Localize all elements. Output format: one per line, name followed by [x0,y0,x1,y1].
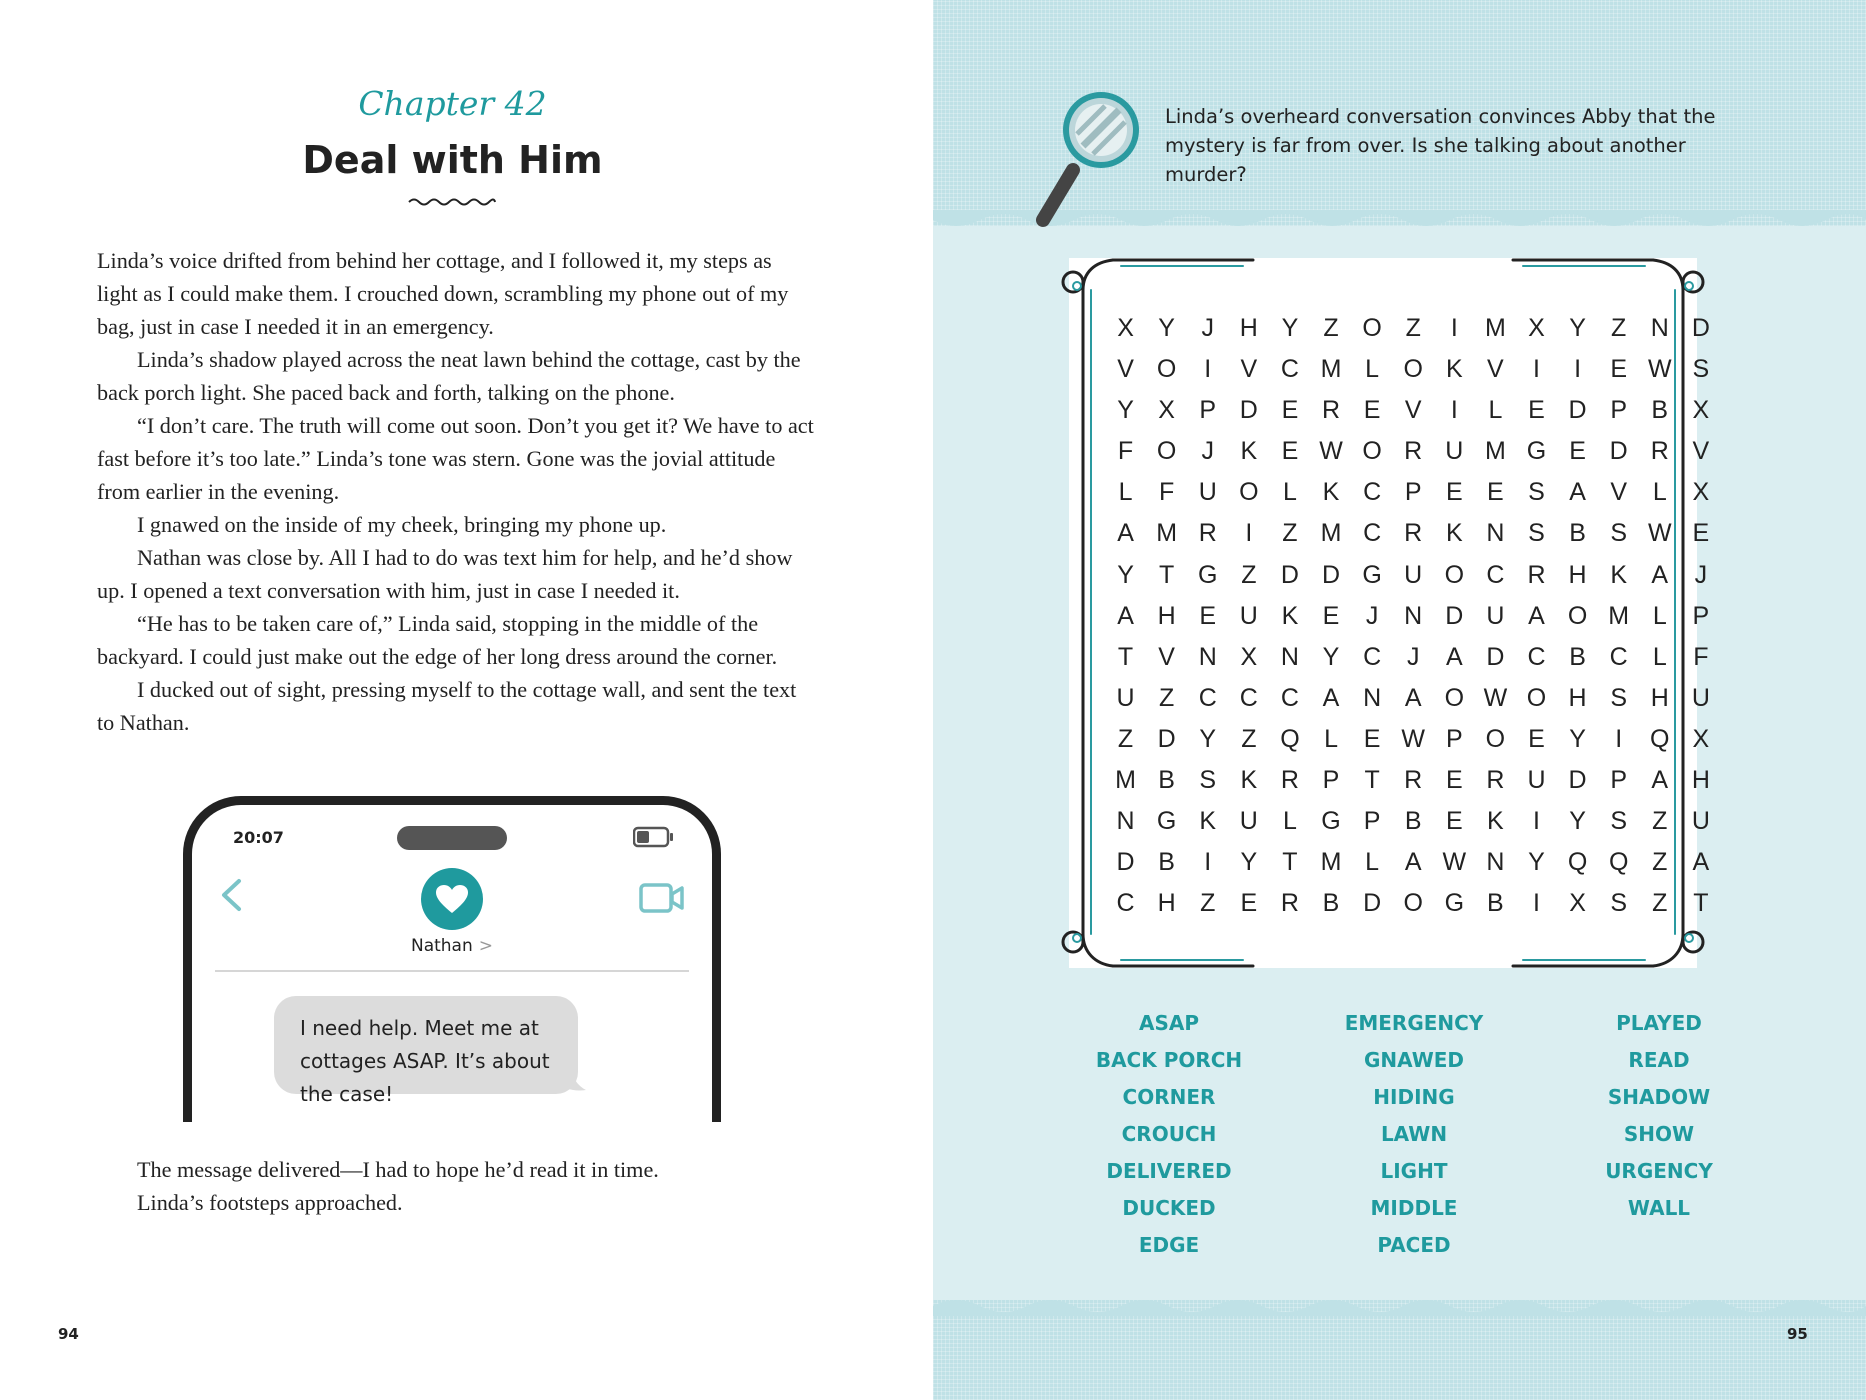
magnifying-glass-icon [1033,86,1153,234]
word-list-item: SHOW [1623,1122,1695,1146]
grid-letter[interactable]: B [1404,807,1422,836]
grid-letter[interactable]: X [1117,314,1134,342]
paragraph: I ducked out of sight, pressing myself to the cottage wall, and sent the text to Nathan. [97,677,797,735]
grid-letter[interactable]: N [1486,848,1505,877]
grid-letter[interactable]: G [1526,437,1547,466]
grid-letter[interactable]: C [1363,478,1382,507]
grid-letter[interactable]: H [1691,766,1710,795]
grid-letter[interactable]: U [1486,601,1505,630]
grid-letter[interactable]: S [1692,355,1710,384]
contact-name[interactable] [183,936,721,956]
grid-letter[interactable]: A [1117,519,1134,548]
grid-letter[interactable]: V [1404,396,1422,425]
grid-letter[interactable]: O [1526,683,1547,712]
grid-letter[interactable]: W [1647,519,1672,548]
grid-letter[interactable]: U [1691,683,1710,712]
grid-letter[interactable]: V [1610,478,1628,507]
grid-row [1105,801,1721,842]
grid-letter[interactable]: Y [1117,396,1134,425]
grid-letter[interactable]: Z [1241,560,1257,589]
grid-letter[interactable]: N [1198,642,1217,671]
grid-letter[interactable]: O [1444,683,1465,712]
grid-letter[interactable]: Y [1199,724,1217,753]
grid-letter[interactable]: I [1204,848,1212,877]
grid-letter[interactable]: E [1445,807,1463,836]
grid-letter[interactable]: D [1445,601,1464,630]
grid-letter[interactable]: A [1569,478,1586,507]
squiggle-divider [407,196,497,208]
grid-letter[interactable]: K [1322,478,1340,507]
grid-letter[interactable]: E [1363,396,1381,425]
grid-letter[interactable]: X [1528,314,1545,342]
grid-letter[interactable]: R [1404,519,1423,548]
grid-letter[interactable]: F [1117,437,1134,466]
grid-letter[interactable]: L [1118,478,1133,507]
grid-letter[interactable]: D [1568,766,1587,795]
grid-letter[interactable]: U [1198,478,1217,507]
grid-row [1105,308,1721,349]
grid-letter[interactable]: R [1527,560,1546,589]
grid-letter[interactable]: L [1324,724,1338,753]
grid-letter[interactable]: Y [1569,724,1586,753]
grid-letter[interactable]: S [1199,766,1217,795]
grid-letter[interactable]: U [1239,807,1258,836]
grid-letter[interactable]: A [1404,848,1422,877]
grid-letter[interactable]: R [1404,437,1423,466]
grid-letter[interactable]: H [1650,683,1669,712]
grid-letter[interactable]: G [1321,807,1341,836]
grid-letter[interactable]: W [1442,848,1467,877]
grid-letter[interactable]: E [1281,396,1299,425]
chevron-right-icon: > [478,936,494,956]
back-arrow-icon[interactable] [219,878,243,912]
grid-letter[interactable]: M [1320,848,1342,877]
grid-letter[interactable]: X [1692,396,1710,425]
paragraph: Linda’s voice drifted from behind her cottage, and I followed it, my steps as light as I could make them. I crouched down, scrambling my phone out of my bag, just in case I needed it in an emergency. [97,248,789,339]
grid-letter[interactable]: Y [1569,314,1586,342]
paragraph: Linda’s shadow played across the neat lawn behind the cottage, cast by the back porch light. She paced back and forth, talking on the phone. [97,347,801,405]
word-list-item: HIDING [1373,1085,1455,1109]
grid-letter[interactable]: J [1365,601,1379,630]
grid-letter[interactable]: N [1650,314,1669,342]
grid-letter[interactable]: H [1157,601,1176,630]
grid-letter[interactable]: R [1404,766,1423,795]
grid-letter[interactable]: Z [1323,314,1339,342]
grid-letter[interactable]: U [1404,560,1423,589]
grid-letter[interactable]: K [1240,437,1258,466]
grid-letter[interactable]: D [1363,889,1382,918]
grid-letter[interactable]: T [1282,848,1298,877]
grid-letter[interactable]: M [1115,766,1136,795]
grid-letter[interactable]: E [1610,355,1628,384]
grid-letter[interactable]: Y [1569,807,1586,836]
grid-letter[interactable]: W [1647,355,1672,384]
grid-letter[interactable]: E [1281,437,1299,466]
grid-letter[interactable]: S [1610,889,1628,918]
grid-letter[interactable]: A [1117,601,1134,630]
grid-letter[interactable]: H [1239,314,1258,342]
grid-letter[interactable]: U [1691,807,1710,836]
grid-letter[interactable]: I [1245,519,1253,548]
grid-row [1105,719,1721,760]
word-list-item: PACED [1377,1233,1451,1257]
closing-text [97,1153,817,1219]
grid-letter[interactable]: Z [1159,683,1175,712]
grid-letter[interactable]: N [1404,601,1423,630]
grid-letter[interactable]: J [1201,437,1214,466]
grid-letter[interactable]: E [1528,396,1545,425]
grid-letter[interactable]: D [1486,642,1505,671]
grid-letter[interactable]: J [1201,314,1214,342]
grid-letter[interactable]: I [1533,355,1540,384]
grid-letter[interactable]: I [1204,355,1212,384]
grid-letter[interactable]: O [1403,355,1423,384]
word-list-item: READ [1628,1048,1690,1072]
grid-letter[interactable]: B [1322,889,1340,918]
grid-letter[interactable]: P [1445,724,1463,753]
grid-letter[interactable]: R [1650,437,1669,466]
grid-letter[interactable]: C [1363,519,1382,548]
grid-letter[interactable]: I [1533,889,1540,918]
grid-letter[interactable]: Q [1650,724,1670,753]
grid-letter[interactable]: R [1486,766,1505,795]
grid-letter[interactable]: S [1528,519,1545,548]
grid-letter[interactable]: M [1608,601,1630,630]
grid-letter[interactable]: B [1651,396,1669,425]
word-list-item: LAWN [1380,1122,1448,1146]
grid-letter[interactable]: I [1615,724,1623,753]
grid-letter[interactable]: N [1486,519,1505,548]
grid-letter[interactable]: S [1610,519,1628,548]
grid-letter[interactable]: D [1116,848,1135,877]
grid-letter[interactable]: L [1282,807,1297,836]
grid-letter[interactable]: T [1159,560,1175,589]
grid-letter[interactable]: C [1486,560,1505,589]
grid-letter[interactable]: D [1609,437,1628,466]
grid-letter[interactable]: C [1280,355,1299,384]
word-list-item: LIGHT [1380,1159,1448,1183]
grid-letter[interactable]: P [1692,601,1710,630]
grid-letter[interactable]: M [1156,519,1178,548]
paragraph: I gnawed on the inside of my cheek, bringing my phone up. [137,512,667,537]
battery-icon [633,826,675,848]
grid-letter[interactable]: C [1239,683,1258,712]
grid-letter[interactable]: O [1362,314,1382,342]
grid-letter[interactable]: U [1116,683,1135,712]
grid-letter[interactable]: M [1484,437,1506,466]
grid-letter[interactable]: Z [1652,848,1668,877]
grid-letter[interactable]: O [1156,437,1177,466]
grid-letter[interactable]: Z [1241,724,1257,753]
grid-letter[interactable]: D [1157,724,1176,753]
header-divider [215,970,689,972]
grid-letter[interactable]: I [1450,314,1458,342]
word-list-item: EDGE [1138,1233,1200,1257]
grid-letter[interactable]: G [1362,560,1382,589]
word-list-item: GNAWED [1363,1048,1465,1072]
grid-letter[interactable]: C [1527,642,1546,671]
grid-letter[interactable]: J [1694,560,1708,589]
grid-letter[interactable]: R [1321,396,1341,425]
grid-letter[interactable]: G [1444,889,1465,918]
grid-letter[interactable]: S [1528,478,1545,507]
right-page [933,0,1866,1400]
paragraph: Nathan was close by. All I had to do was text him for help, and he’d show up. I opened a text conversation with him, just in case I needed it. [97,545,793,603]
word-list-item: CORNER [1122,1085,1216,1109]
grid-letter[interactable]: E [1487,478,1504,507]
grid-letter[interactable]: R [1280,766,1299,795]
grid-letter[interactable]: C [1609,642,1628,671]
word-list-item: EMERGENCY [1344,1011,1484,1035]
grid-letter[interactable]: U [1527,766,1546,795]
grid-letter[interactable]: X [1240,642,1258,671]
grid-letter[interactable]: L [1365,355,1380,384]
word-list-column-1 [1049,1005,1289,1264]
word-list-item: DUCKED [1122,1196,1216,1220]
grid-row [1105,349,1721,390]
grid-row [1105,472,1721,513]
grid-letter[interactable]: H [1157,889,1176,918]
grid-letter[interactable]: B [1158,766,1175,795]
grid-letter[interactable]: E [1569,437,1586,466]
grid-letter[interactable]: O [1156,355,1177,384]
grid-letter[interactable]: Z [1405,314,1421,342]
grid-letter[interactable]: L [1652,601,1667,630]
grid-letter[interactable]: K [1445,355,1463,384]
word-list-column-3 [1539,1005,1779,1227]
grid-letter[interactable]: Y [1240,848,1258,877]
grid-letter[interactable]: X [1692,724,1710,753]
word-list-item: WALL [1627,1196,1691,1220]
grid-letter[interactable]: C [1363,642,1382,671]
grid-letter[interactable]: L [1652,478,1667,507]
phone-illustration [183,796,721,1122]
grid-letter[interactable]: T [1364,766,1380,795]
grid-letter[interactable]: X [1692,478,1710,507]
grid-row [1105,390,1721,431]
grid-letter[interactable]: K [1199,807,1217,836]
grid-letter[interactable]: Z [1282,519,1298,548]
grid-letter[interactable]: R [1280,889,1299,918]
grid-letter[interactable]: D [1568,396,1587,425]
phone-notch [397,826,507,850]
grid-letter[interactable]: L [1282,478,1297,507]
grid-letter[interactable]: E [1692,519,1710,548]
grid-letter[interactable]: L [1652,642,1667,671]
word-list-item: SHADOW [1607,1085,1711,1109]
grid-letter[interactable]: A [1651,560,1669,589]
grid-letter[interactable]: A [1445,642,1463,671]
grid-letter[interactable]: F [1693,642,1709,671]
grid-letter[interactable]: V [1117,355,1134,384]
grid-letter[interactable]: O [1403,889,1423,918]
contact-name-label: Nathan [410,936,473,956]
grid-letter[interactable]: U [1239,601,1258,630]
grid-letter[interactable]: Y [1322,642,1340,671]
grid-letter[interactable]: B [1487,889,1504,918]
grid-letter[interactable]: W [1319,437,1343,466]
grid-letter[interactable]: K [1240,766,1258,795]
grid-letter[interactable]: A [1404,683,1422,712]
grid-letter[interactable]: Q [1608,848,1629,877]
grid-letter[interactable]: K [1445,519,1463,548]
page-number: 95 [1787,1325,1808,1343]
grid-letter[interactable]: U [1445,437,1464,466]
grid-letter[interactable]: T [1117,642,1134,671]
bubble-tail [550,1066,590,1096]
grid-letter[interactable]: Z [1611,314,1627,342]
grid-letter[interactable]: V [1692,437,1710,466]
chapter-title: Deal with Him [302,138,603,182]
word-list-item: URGENCY [1605,1159,1713,1183]
grid-letter[interactable]: P [1322,766,1340,795]
grid-letter[interactable]: Y [1528,848,1545,877]
grid-letter[interactable]: B [1569,642,1586,671]
grid-letter[interactable]: V [1158,642,1175,671]
grid-letter[interactable]: Q [1280,724,1300,753]
grid-letter[interactable]: A [1322,683,1340,712]
grid-letter[interactable]: I [1574,355,1582,384]
grid-letter[interactable]: H [1568,683,1587,712]
chapter-body [97,244,817,739]
grid-letter[interactable]: W [1401,724,1425,753]
grid-letter[interactable]: B [1158,848,1175,877]
grid-letter[interactable]: K [1487,807,1504,836]
grid-letter[interactable]: R [1198,519,1217,548]
grid-letter[interactable]: K [1610,560,1628,589]
grid-row [1105,431,1721,472]
grid-letter[interactable]: M [1320,519,1342,548]
grid-letter[interactable]: C [1198,683,1217,712]
paragraph: “He has to be taken care of,” Linda said, stopping in the middle of the backyard. I could just make out the edge of her long dress around the corner. [97,611,778,669]
grid-letter[interactable]: P [1199,396,1217,425]
grid-row [1105,760,1721,801]
word-list-item: DELIVERED [1106,1159,1232,1183]
grid-letter[interactable]: S [1610,683,1628,712]
grid-letter[interactable]: E [1528,724,1545,753]
grid-letter[interactable]: G [1198,560,1218,589]
grid-letter[interactable]: Z [1652,807,1668,836]
word-list-item: CROUCH [1121,1122,1217,1146]
grid-letter[interactable]: K [1281,601,1299,630]
word-list-item: PLAYED [1616,1011,1702,1035]
grid-letter[interactable]: M [1484,314,1506,342]
page-number: 94 [58,1325,79,1343]
word-list-item: BACK PORCH [1095,1048,1243,1072]
grid-letter[interactable]: E [1363,724,1381,753]
grid-letter[interactable]: A [1692,848,1710,877]
grid-letter[interactable]: T [1693,889,1709,918]
grid-letter[interactable]: L [1365,848,1380,877]
grid-letter[interactable]: X [1569,889,1586,918]
chapter-label: Chapter 42 [358,84,547,123]
message-bubble: I need help. Meet me at cottages ASAP. It’s about the case! [274,996,578,1094]
grid-row [1105,637,1721,678]
grid-letter[interactable]: L [1488,396,1503,425]
paragraph: The message delivered—I had to hope he’d read it in time. [137,1157,659,1182]
grid-letter[interactable]: E [1445,478,1463,507]
video-camera-icon[interactable] [639,882,685,914]
grid-letter[interactable]: Z [1652,889,1668,918]
grid-letter[interactable]: W [1483,683,1508,712]
grid-row [1105,678,1721,719]
grid-letter[interactable]: Q [1567,848,1588,877]
grid-letter[interactable]: V [1487,355,1504,384]
grid-letter[interactable]: O [1362,437,1382,466]
grid-letter[interactable]: E [1322,601,1340,630]
grid-letter[interactable]: P [1363,807,1381,836]
grid-letter[interactable]: F [1159,478,1175,507]
grid-row [1105,842,1721,883]
grid-letter[interactable]: A [1528,601,1545,630]
grid-letter[interactable]: N [1280,642,1299,671]
grid-letter[interactable]: B [1569,519,1586,548]
phone-time: 20:07 [233,828,284,847]
grid-letter[interactable]: Y [1281,314,1299,342]
word-list-item: MIDDLE [1370,1196,1458,1220]
grid-letter[interactable]: O [1444,560,1465,589]
grid-letter[interactable]: Y [1158,314,1175,342]
grid-letter[interactable]: I [1533,807,1540,836]
bottom-wave-edge [933,1290,1866,1316]
grid-letter[interactable]: O [1239,478,1259,507]
grid-row [1105,883,1721,924]
contact-avatar[interactable] [421,868,483,930]
grid-letter[interactable]: D [1321,560,1341,589]
grid-letter[interactable]: D [1239,396,1258,425]
paragraph: Linda’s footsteps approached. [137,1190,403,1215]
grid-letter[interactable]: H [1568,560,1587,589]
grid-letter[interactable]: P [1610,396,1628,425]
grid-letter[interactable]: D [1691,314,1710,342]
grid-letter[interactable]: Z [1200,889,1216,918]
grid-letter[interactable]: Z [1117,724,1134,753]
word-search-grid[interactable] [1105,308,1721,924]
grid-letter[interactable]: E [1199,601,1217,630]
heart-icon [435,884,469,914]
grid-row [1105,513,1721,554]
grid-letter[interactable]: N [1116,807,1135,836]
grid-letter[interactable]: N [1363,683,1382,712]
grid-letter[interactable]: S [1610,807,1628,836]
grid-row [1105,555,1721,596]
grid-letter[interactable]: Y [1117,560,1134,589]
word-list-item: ASAP [1138,1011,1200,1035]
grid-letter[interactable]: O [1485,724,1506,753]
grid-letter[interactable]: X [1158,396,1175,425]
grid-letter[interactable]: A [1651,766,1669,795]
grid-letter[interactable]: C [1280,683,1299,712]
grid-row [1105,596,1721,637]
paragraph: “I don’t care. The truth will come out soon. Don’t you get it? We have to act fast before it’s too late.” Linda’s tone was stern. Gone was the jovial attitude from earlier in the evening. [97,413,814,504]
grid-letter[interactable]: O [1567,601,1588,630]
puzzle-intro: Linda’s overheard conversation convinces Abby that the mystery is far from over. Is she talking about another murder? [1165,105,1716,186]
grid-letter[interactable]: I [1450,396,1458,425]
word-list-column-2 [1294,1005,1534,1264]
grid-letter[interactable]: P [1404,478,1422,507]
grid-letter[interactable]: G [1156,807,1177,836]
grid-letter[interactable]: C [1116,889,1135,918]
grid-letter[interactable]: E [1445,766,1463,795]
grid-letter[interactable]: D [1280,560,1299,589]
grid-letter[interactable]: V [1240,355,1258,384]
grid-letter[interactable]: J [1406,642,1420,671]
grid-letter[interactable]: P [1610,766,1628,795]
grid-letter[interactable]: E [1240,889,1258,918]
grid-letter[interactable]: M [1320,355,1342,384]
